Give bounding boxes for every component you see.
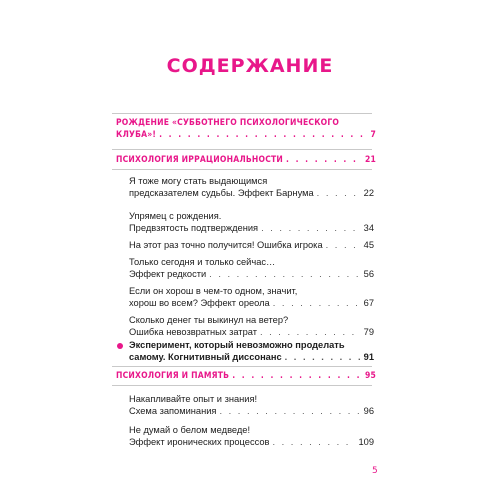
toc-entry-line: Если он хорош в чем-то одном, значит, <box>129 286 298 296</box>
toc-entry-line: Только сегодня и только сейчас… <box>129 257 276 267</box>
divider <box>112 113 372 114</box>
page-title: СОДЕРЖАНИЕ <box>166 55 334 77</box>
page-number: 5 <box>372 466 378 476</box>
toc-entry-line: Сколько денег ты выкинул на ветер? <box>129 315 289 325</box>
toc-section[interactable] <box>116 370 376 382</box>
toc-entry-line: Эксперимент, который невозможно проделать <box>129 340 345 350</box>
toc-entry-line: На этот раз точно получится! Ошибка игрока <box>129 240 323 250</box>
toc-entry[interactable] <box>129 424 374 448</box>
dot-leader <box>286 154 362 166</box>
toc-section[interactable] <box>116 117 376 141</box>
toc-page-number: 7 <box>370 130 376 140</box>
divider <box>112 149 372 150</box>
toc-page-number: 45 <box>363 240 374 250</box>
toc-entry[interactable] <box>129 175 374 199</box>
toc-section-line: КЛУБА»! <box>116 130 157 140</box>
toc-page-number: 34 <box>363 223 374 233</box>
toc-entry-line: Эффект иронических процессов <box>129 437 270 447</box>
dot-leader <box>272 436 355 448</box>
toc-page-number: 67 <box>363 298 374 308</box>
toc-entry-row <box>129 297 374 309</box>
toc-entry[interactable] <box>129 314 374 338</box>
toc-section-row <box>116 129 376 141</box>
dot-leader <box>317 187 361 199</box>
toc-entry-row <box>129 268 374 280</box>
toc-entry-line: самому. Когнитивный диссонанс <box>129 352 282 362</box>
toc-entry-line: Не думай о белом медведе! <box>129 425 251 435</box>
toc-entry-line: Предвзятость подтверждения <box>129 223 259 233</box>
dot-leader <box>261 222 361 234</box>
toc-section-row <box>116 154 376 166</box>
dot-leader <box>273 297 361 309</box>
dot-leader <box>326 239 361 251</box>
bullet-icon <box>117 343 123 349</box>
toc-entry-row <box>129 239 374 251</box>
toc-page-number: 56 <box>363 269 374 279</box>
toc-page-number: 96 <box>363 406 374 416</box>
dot-leader <box>209 268 360 280</box>
toc-entry[interactable] <box>129 256 374 280</box>
toc-entry-line: Накапливайте опыт и знания! <box>129 394 258 404</box>
toc-page-number: 109 <box>358 437 374 447</box>
toc-section-line: ПСИХОЛОГИЯ И ПАМЯТЬ <box>116 371 230 381</box>
divider <box>112 169 372 170</box>
toc-entry-row <box>129 187 374 199</box>
toc-page-number: 79 <box>363 327 374 337</box>
toc-entry-row <box>129 405 374 417</box>
toc-page-number: 95 <box>364 371 376 381</box>
toc-entry-row <box>129 436 374 448</box>
toc-entry[interactable] <box>129 239 374 251</box>
toc-entry-highlighted[interactable] <box>129 339 374 363</box>
toc-entry-line: Я тоже могу стать выдающимся <box>129 176 268 186</box>
dot-leader <box>260 326 361 338</box>
toc-entry[interactable] <box>129 210 374 234</box>
toc-entry-line: Ошибка невозвратных затрат <box>129 327 257 337</box>
toc-page-number: 22 <box>363 188 374 198</box>
toc-section-line: РОЖДЕНИЕ «СУББОТНЕГО ПСИХОЛОГИЧЕСКОГО <box>116 118 340 128</box>
divider <box>112 385 372 386</box>
dot-leader <box>159 129 367 141</box>
toc-section-line: ПСИХОЛОГИЯ ИРРАЦИОНАЛЬНОСТИ <box>116 155 284 165</box>
toc-page-number: 91 <box>363 352 374 362</box>
toc-entry-line: Упрямец с рождения. <box>129 211 222 221</box>
toc-entry-row <box>129 222 374 234</box>
dot-leader <box>285 351 361 363</box>
toc-entry-row <box>129 326 374 338</box>
dot-leader <box>232 370 362 382</box>
toc-entry[interactable] <box>129 285 374 309</box>
toc-entry-row <box>129 351 374 363</box>
toc-entry-line: Эффект редкости <box>129 269 207 279</box>
toc-entry[interactable] <box>129 393 374 417</box>
toc-section[interactable] <box>116 154 376 166</box>
divider <box>112 366 372 367</box>
toc-section-row <box>116 370 376 382</box>
dot-leader <box>219 405 360 417</box>
toc-entry-line: предсказателем судьбы. Эффект Барнума <box>129 188 314 198</box>
toc-entry-line: хорош во всем? Эффект ореола <box>129 298 270 308</box>
toc-page-number: 21 <box>364 155 376 165</box>
toc-entry-line: Схема запоминания <box>129 406 217 416</box>
